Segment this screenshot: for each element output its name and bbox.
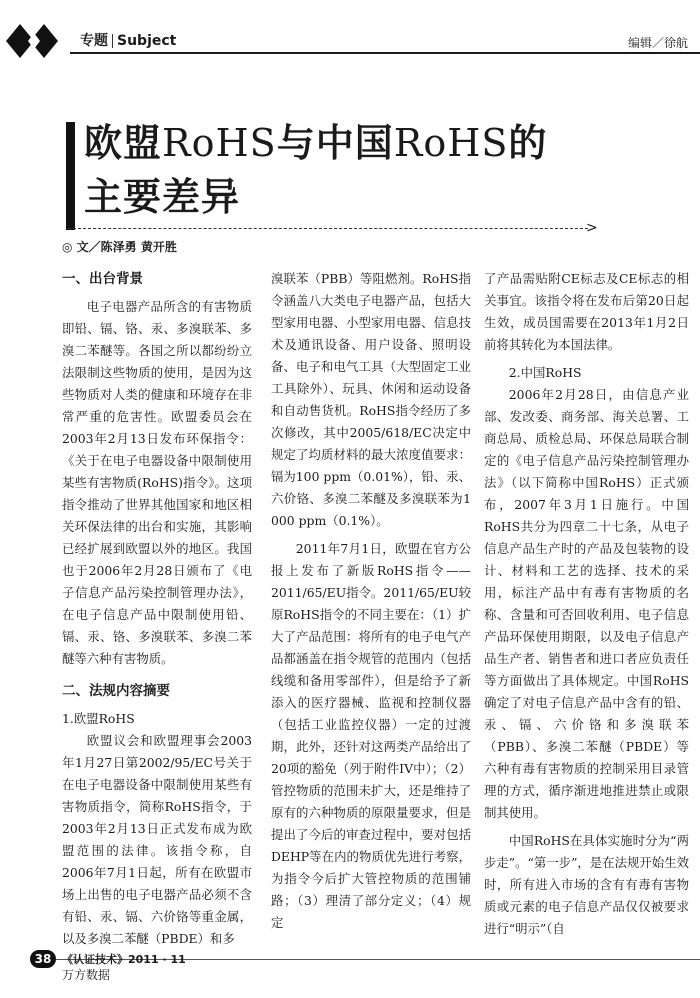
section-heading-background: 一、出台背景: [62, 271, 143, 287]
paragraph: 中国RoHS在具体实施时分为“两步走”。“第一步”，是在法规开始生效时，所有进入市场的含有有毒有害物质或元素的电子信息产品仅仅被要求进行“明示”（自: [484, 833, 689, 936]
article-title: [84, 116, 547, 224]
title-divider: [68, 228, 588, 229]
editor-credit: 编辑／徐航: [627, 36, 688, 50]
paragraph: 了产品需贴附CE标志及CE标志的相关事宜。该指令将在发布后第20日起生效，成员国需要在2013年1月2日前将其转化为本国法律。: [484, 271, 689, 352]
subheading-china-rohs: 2.中国RoHS: [508, 365, 582, 380]
header-rule: [70, 52, 700, 54]
column-1: [62, 268, 252, 950]
page-number: 38: [30, 950, 56, 968]
title-line-2: 主要差异: [84, 175, 241, 219]
section-label-en: Subject: [117, 33, 177, 49]
journal-name: 《认证技术》2011 · 11: [62, 953, 186, 966]
paragraph: 欧盟议会和欧盟理事会2003年1月27日第2002/95/EC号关于在电子电器设备中限制使用某些有害物质指令，简称RoHS指令，于2003年2月13日正式发布成为欧盟范围的法律。该指令称，自2006年7月1日起，所有在欧盟市场上出售的电子电器产品必须不含有铅、汞、镉、六价铬等重金属，以及多溴二苯醚（PBDE）和多: [62, 733, 252, 946]
paragraph: 2011年7月1日，欧盟在官方公报上发布了新版RoHS指令——2011/65/EU指令。2011/65/EU较原RoHS指令的不同主要在：（1）扩大了产品范围：将所有的电子电气产品都涵盖在指令规管的范围内（包括线缆和备用零部件），但是给予了新添入的医疗器械、监视和控制仪器（包括工业监控仪器）一定的过渡期，此外，还针对这两类产品给出了20项的豁免（列于附件IV中）；（2）管控物质的范围未扩大，还是维持了原有的六种物质的原限量要求，但是提出了今后的审查过程中，要对包括DEHP等在内的物质优先进行考察，为指令今后扩大管控物质的范围铺路；（3）理清了部分定义；（4）规定: [271, 541, 471, 930]
column-3: [484, 268, 689, 940]
section-tag: [80, 30, 176, 50]
title-accent-bar: [66, 122, 75, 230]
title-line-1: 欧盟RoHS与中国RoHS的: [84, 121, 548, 165]
subheading-eu-rohs: 1.欧盟RoHS: [62, 711, 135, 726]
column-2: [271, 268, 471, 934]
paragraph: 电子电器产品所含的有害物质即铅、镉、铬、汞、多溴联苯、多溴二苯醚等。各国之所以都纷纷立法限制这些物质的使用，是因为这些物质对人类的健康和环境存在非常严重的危害性。欧盟委员会在2003年2月13日发布环保指令：《关于在电子电器设备中限制使用某些有害物质(RoHS)指令》。这项指令推动了世界其他国家和地区相关环保法律的出台和实施，其影响已经扩展到欧盟以外的地区。我国也于2006年2月28日颁布了《电子信息产品污染控制管理办法》，在电子信息产品中限制使用铅、镉、汞、铬、多溴联苯、多溴二苯醚等六种有害物质。: [62, 299, 252, 666]
section-heading-regulations: 二、法规内容摘要: [62, 683, 170, 699]
source-watermark: 万方数据: [62, 968, 111, 982]
diamond-logo-icon: [6, 20, 64, 62]
section-label-cn: 专题: [80, 33, 108, 49]
paragraph: 2006年2月28日，由信息产业部、发改委、商务部、海关总署、工商总局、质检总局、环保总局联合制定的《电子信息产品污染控制管理办法》（以下简称中国RoHS）正式颁布，2007年3月1日施行。中国RoHS共分为四章二十七条，从电子信息产品生产时的产品及包装物的设计、材料和工艺的选择、技术的采用，标注产品中有毒有害物质的名称、含量和可否回收利用、电子信息产品环保使用期限，以及电子信息产品生产者、销售者和进口者应负责任等方面做出了具体规定。中国RoHS确定了对电子信息产品中含有的铅、汞、镉、六价铬和多溴联苯（PBB）、多溴二苯醚（PBDE）等六种有毒有害物质的控制采用目录管理的方式，循序渐进地推进禁止或限制其使用。: [484, 387, 689, 820]
authors-line: ◎ 文／陈泽勇 黄开胜: [62, 240, 177, 254]
paragraph: 溴联苯（PBB）等阻燃剂。RoHS指令涵盖八大类电子电器产品，包括大型家用电器、小型家用电器、信息技术及通讯设备、用户设备、照明设备、电子和电气工具（大型固定工业工具除外）、玩具、休闲和运动设备和自动售货机。RoHS指令经历了多次修改，其中2005/618/EC决定中规定了均质材料的最大浓度值要求：镉为100 ppm（0.01%），铅、汞、六价铬、多溴二苯醚及多溴联苯为1 000 ppm（0.1%）。: [271, 271, 471, 528]
arrow-right-icon: >: [586, 220, 598, 236]
